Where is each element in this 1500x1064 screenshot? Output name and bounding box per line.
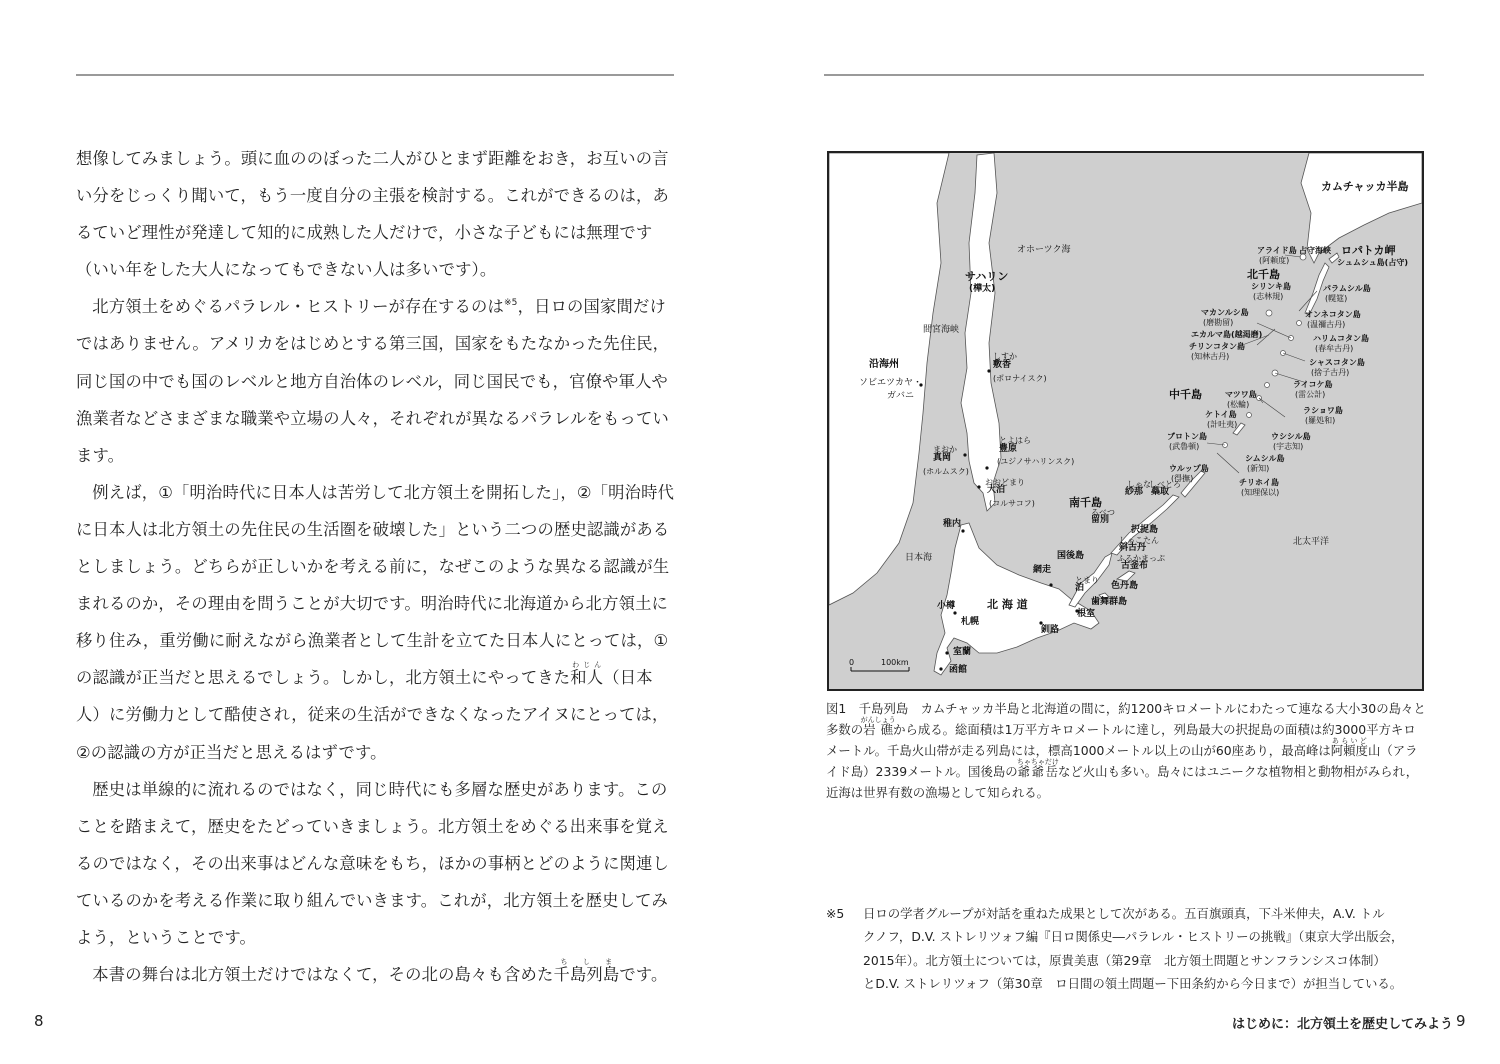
- map-label-otaru: 小樽: [937, 601, 956, 611]
- chishima-ruby: 千島列島ちしま: [553, 958, 620, 985]
- map-label-otomari: 大泊: [987, 485, 1006, 495]
- map-label-makanrushi: マカンルシ島: [1201, 308, 1249, 317]
- map-label-wakkanai: 稚内: [943, 519, 962, 529]
- map-label-kitataiheiyo: 北太平洋: [1293, 537, 1330, 547]
- map-label-paramushir: パラムシル島: [1323, 284, 1371, 293]
- map-label-chirinkotan: チリンコタン島: [1189, 342, 1245, 351]
- shikotan-land: [1117, 571, 1135, 581]
- map-label-nemuro: 根室: [1077, 609, 1096, 619]
- island-dot: [1247, 413, 1252, 418]
- map-label-harimukotan-jp: (春牟古丹): [1315, 344, 1354, 353]
- island-dot: [1297, 321, 1302, 326]
- map-label-shumshu: シュムシュ島(占守): [1337, 258, 1408, 267]
- map-label-makanrushi-jp: (磨勘留): [1203, 318, 1234, 327]
- map-label-shirinki-jp: (志林規): [1253, 292, 1284, 301]
- map-label-minami-chishima: 南千島: [1069, 496, 1102, 509]
- map-label-rashowa-jp: (羅処和): [1305, 416, 1336, 425]
- map-label-shisuka: 敷香: [993, 360, 1012, 370]
- map-label-shibetoro: 蘂取: [1151, 487, 1170, 497]
- araido-ruby: 阿頼度あらいど: [1330, 737, 1368, 758]
- right-header-rule: [824, 74, 1424, 76]
- footnote-mark: ※5: [826, 906, 845, 921]
- map-ruby-maoka: まおか: [933, 445, 957, 454]
- map-label-onnekotan-jp: (温禰古丹): [1307, 320, 1346, 329]
- map-label-rashowa: ラショワ島: [1303, 406, 1343, 415]
- map-label-mamiya: 間宮海峡: [923, 325, 960, 335]
- map-label-urupu: ウルップ島: [1169, 464, 1209, 473]
- map-label-ketoi-jp: (計吐夷): [1207, 420, 1238, 429]
- kuril-map: [827, 151, 1424, 691]
- map-label-hokkaido: 北 海 道: [987, 598, 1028, 611]
- map-label-alaid-jp: (阿頼度): [1259, 256, 1290, 265]
- map-label-ekaruma: エカルマ島(越渇磨): [1191, 330, 1263, 339]
- wajin-ruby: 和人わじん: [570, 661, 604, 688]
- paragraph-5: 本書の舞台は北方領土だけではなくて，その北の島々も含めた千島列島ちしまです。: [92, 958, 668, 985]
- running-head: はじめに：北方領土を歴史してみよう: [1232, 1017, 1454, 1032]
- map-label-shasukotan-jp: (捨子古丹): [1311, 368, 1350, 377]
- map-ruby-shana: しゃな: [1127, 480, 1151, 489]
- map-label-raikoke: ライコケ島: [1293, 380, 1333, 389]
- map-label-muroran: 室蘭: [953, 647, 972, 657]
- map-label-alaid: アライド島: [1257, 246, 1297, 255]
- map-label-shirinki: シリンキ島: [1251, 282, 1291, 291]
- map-label-ushishiru: ウシシル島: [1271, 432, 1311, 441]
- map-label-abashiri: 網走: [1033, 565, 1052, 575]
- map-label-naka-chishima: 中千島: [1169, 388, 1202, 401]
- map-ruby-rubetsu: るべつ: [1091, 508, 1115, 517]
- island-dot: [1266, 310, 1272, 316]
- map-label-buroton-jp: (武魯頓): [1169, 442, 1200, 451]
- footnote: [826, 902, 1426, 995]
- island-dot: [1265, 383, 1270, 388]
- map-label-shimushu-strait: 占守海峡: [1299, 246, 1331, 255]
- footnote-ref[interactable]: ※5: [503, 298, 518, 309]
- footnote-line: 2015年）。北方領土については，原貴美恵（第29章 北方領土問題とサンフランシスコ体制）: [863, 952, 1386, 968]
- map-label-ketoi: ケトイ島: [1205, 410, 1237, 419]
- map-label-shasukotan: シャスコタン島: [1309, 358, 1365, 367]
- map-ruby-furukamappu: ふるかまっぷ: [1117, 554, 1165, 563]
- map-label-kholmsk: (ホルムスク): [923, 467, 969, 476]
- map-ruby-otomari: おおどまり: [985, 478, 1025, 487]
- map-scale-km: 100km: [881, 658, 909, 667]
- map-label-tomari: 泊: [1075, 583, 1085, 593]
- map-label-sakhalin-jp: (樺太): [969, 284, 996, 294]
- map-label-gavan: ガバニ: [887, 391, 915, 401]
- map-label-nihonkai: 日本海: [905, 553, 933, 563]
- chacha-ruby: 爺爺岳ちゃちゃだけ: [1016, 758, 1059, 779]
- map-label-urupu-jp: (得撫): [1171, 474, 1194, 483]
- map-label-kunashiri: 国後島: [1057, 551, 1085, 561]
- map-label-lopatka: ロパトカ岬: [1341, 244, 1396, 257]
- figure-label: 図1: [826, 701, 847, 716]
- map-label-sapporo: 札幌: [961, 617, 980, 627]
- map-label-sovetskaya: ソビエツカヤ・: [859, 378, 923, 388]
- figure-caption: 図1 千島列島 カムチャッカ半島と北海道の間に，約1200キロメートルにわたって連なる大小30の島々と多数の岩礁がんしょうから成る。総面積は1万平方キロメートルに達し，列島最大の択捉島の面積は約3000平方キロメートル。千島火山帯が走る列島には，標高1000メートル以上の山が60座あり，最高峰は阿頼度あらいど山（アライド島）2339メートル。国後島の爺爺岳ちゃちゃだけなど火山も多い。島々にはユニークな植物相と動物相がみられ，近海は世界有数の漁場として知られる。: [826, 701, 1426, 800]
- map-ruby-shisuka: しすか: [993, 352, 1017, 361]
- map-ruby-toyohara: とよはら: [999, 436, 1031, 445]
- map-label-maoka: 真岡: [933, 453, 952, 463]
- map-label-matsuwa: マツワ島: [1225, 390, 1257, 399]
- map-label-chirihoi-jp: (知理保以): [1241, 488, 1280, 497]
- map-label-buroton: ブロトン島: [1167, 432, 1207, 441]
- map-label-ushishiru-jp: (宇志知): [1273, 442, 1304, 451]
- map-label-hakodate: 函館: [949, 665, 968, 675]
- map-label-sakhalin: サハリン: [965, 270, 1009, 283]
- map-ruby-tomari: とまり: [1075, 576, 1099, 585]
- map-ruby-shakotan: しゃこたん: [1119, 536, 1159, 545]
- footnote-line: とD.V. ストレリツォフ（第30章 ロ日間の領土問題ー下田条約から今日まで）が担当している。: [863, 975, 1403, 991]
- page-number-right: 9: [1456, 1012, 1466, 1030]
- paragraph-3: 例えば，①「明治時代に日本人は苦労して北方領土を開拓した」，②「明治時代に日本人は北方領土の先住民の生活圏を破壊した」という二つの歴史認識があるとしましょう。どちらが正しいかを考える前に，なぜこのような異なる認識が生まれるのか，その理由を問うことが大切です。明治時代に北海道から北方領土に移り住み，重労働に耐えながら漁業者として生計を立てた日本人にとっては，①の認識が正当だと思えるでしょう。しかし，北方領土にやってきた和人わじん（日本人）に労働力として酷使され，従来の生活ができなくなったアイヌにとっては，②の認識の方が正当だと思えるはずです。: [76, 482, 675, 762]
- map-label-rubetsu: 留別: [1091, 515, 1110, 525]
- body-text: [76, 140, 676, 993]
- map-label-poronaysk: (ポロナイスク): [993, 374, 1047, 383]
- map-label-raikoke-jp: (雷公計): [1295, 390, 1326, 399]
- figure-title: 千島列島: [858, 701, 909, 716]
- map-ruby-shibetoro: しべとろ: [1149, 480, 1181, 489]
- footnote-line: クノフ，D.V. ストレリツォフ編『日ロ関係史―パラレル・ヒストリーの挑戦』（東京大学出版会，: [863, 929, 1404, 945]
- map-label-matsuwa-jp: (松輪): [1227, 400, 1250, 409]
- footnote-line: 日ロの学者グループが対話を重ねた成果として次がある。五百旗頭真，下斗米伸夫，A.V. トル: [863, 906, 1385, 921]
- sakhalin-land: [961, 153, 1001, 511]
- left-header-rule: [76, 74, 674, 76]
- map-label-kushiro: 釧路: [1041, 625, 1060, 635]
- map-label-shikotan: 色丹島: [1111, 581, 1139, 591]
- paragraph-4: 歴史は単線的に流れるのではなく，同じ時代にも多層な歴史があります。このことを踏まえて，歴史をたどっていきましょう。北方領土をめぐる出来事を覚えるのではなく，その出来事はどんな意味をもち，ほかの事柄とどのように関連しているのかを考える作業に取り組んでいきます。これが，北方領土を歴史してみよう，ということです。: [76, 779, 670, 947]
- map-label-furukamappu: 古釜布: [1121, 561, 1149, 571]
- map-label-chirihoi: チリホイ島: [1239, 478, 1279, 487]
- paragraph-1: 想像してみましょう。頭に血ののぼった二人がひとまず距離をおき，お互いの言い分をじっくり聞いて，もう一度自分の主張を検討する。これができるのは，あるていど理性が発達して知的に成熟した人だけで，小さな子どもには無理です（いい年をした大人になってもできない人は多いです）。: [76, 149, 670, 280]
- map-label-paramushir-jp: (幌筵): [1325, 294, 1348, 303]
- map-label-etorofu: 択捉島: [1131, 525, 1159, 535]
- map-label-onnekotan: オンネコタン島: [1305, 310, 1361, 319]
- map-label-okhotsk: オホーツク海: [1017, 245, 1071, 255]
- map-label-harimukotan: ハリムコタン島: [1313, 334, 1369, 343]
- map-label-enkaishu: 沿海州: [869, 359, 899, 370]
- map-label-korsakov: (コルサコフ): [989, 499, 1035, 508]
- map-label-shimushiru: シムシル島: [1245, 454, 1285, 463]
- map-label-kamchatka: カムチャッカ半島: [1321, 180, 1409, 193]
- map-scale-zero: 0: [849, 658, 855, 667]
- ganshou-ruby: 岩礁がんしょう: [860, 716, 896, 737]
- page-number-left: 8: [34, 1012, 44, 1030]
- paragraph-2: 北方領土をめぐるパラレル・ヒストリーが存在するのは$^{※5}$，日ロの国家間だけではありません。アメリカをはじめとする第三国，国家をもたなかった先住民，同じ国の中でも国のレベルと地方自治体のレベル，同じ国民でも，官僚や軍人や漁業者などさまざまな職業や立場の人々，それぞれが異なるパラレルをもっています。: [76, 297, 670, 465]
- map-label-shana: 紗那: [1125, 487, 1144, 497]
- map-label-habomai: 歯舞群島: [1091, 597, 1128, 607]
- map-label-shimushiru-jp: (新知): [1247, 464, 1270, 473]
- map-label-kita-chishima: 北千島: [1247, 268, 1280, 281]
- map-label-chirinkotan-jp: (知林古丹): [1191, 352, 1230, 361]
- map-label-shakotan: 斜古丹: [1119, 543, 1147, 553]
- map-label-toyohara: 豊原: [999, 444, 1018, 454]
- map-label-yuzhno: (ユジノサハリンスク): [997, 457, 1075, 466]
